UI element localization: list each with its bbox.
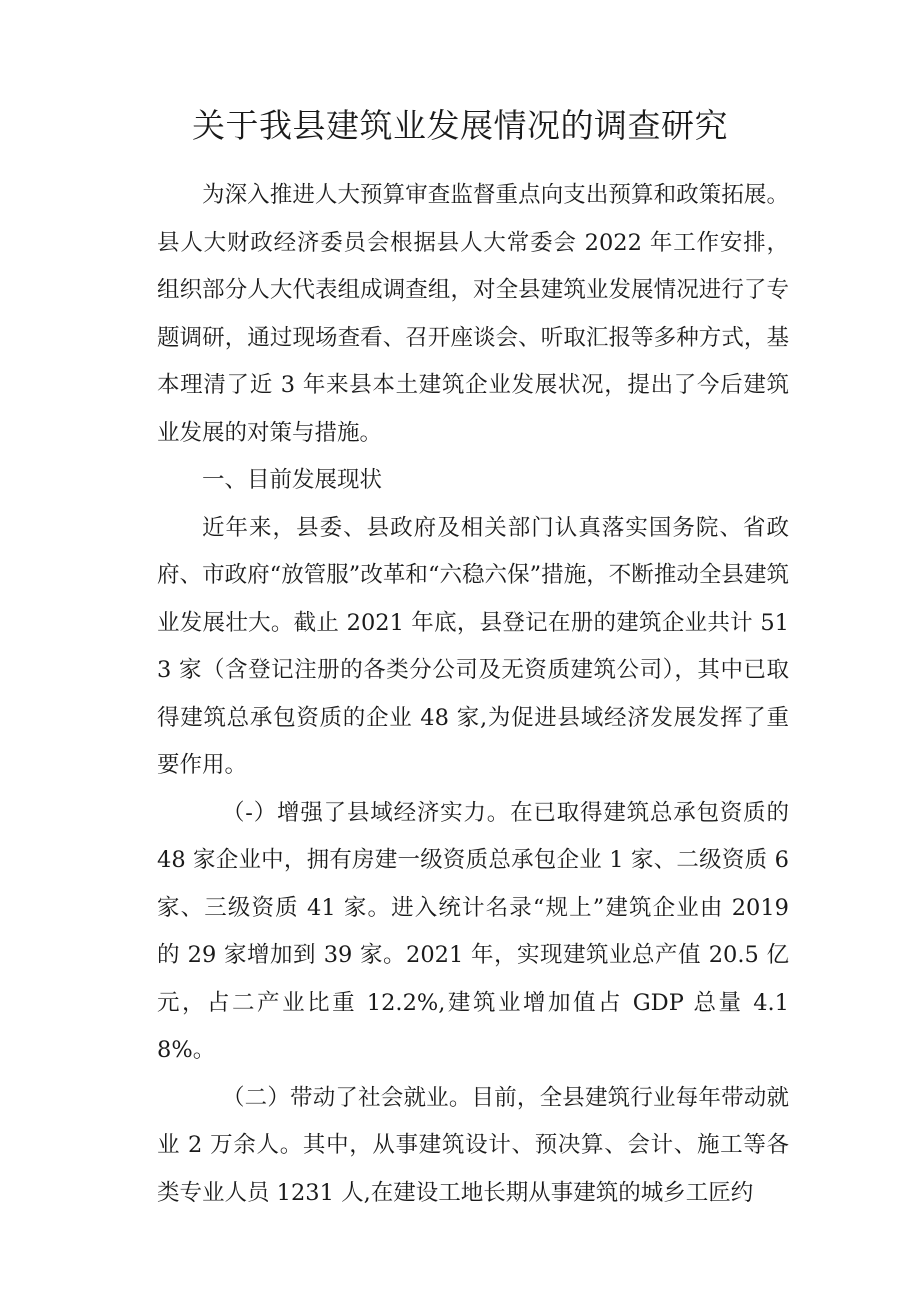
- document-title: 关于我县建筑业发展情况的调查研究: [192, 106, 728, 145]
- document-body: [157, 172, 789, 1217]
- paragraph-intro: 为深入推进人大预算审查监督重点向支出预算和政策拓展。县人大财政经济委员会根据县人大常委会 2022 年工作安排，组织部分人大代表组成调查组，对全县建筑业发展情况进行了专题调研，通过现场查看、召开座谈会、听取汇报等多种方式，基本理清了近 3 年来县本土建筑企业发展状况，提出了今后建筑业发展的对策与措施。: [157, 182, 789, 446]
- section-heading-current-status: 一、目前发展现状: [202, 467, 383, 493]
- paragraph-economic-strength: （-）增强了县域经济实力。在已取得建筑总承包资质的 48 家企业中，拥有房建一级资质总承包企业 1 家、二级资质 6 家、三级资质 41 家。进入统计名录“规上”建筑企业由 2019 的 29 家增加到 39 家。2021 年，实现建筑业总产值 20.5 亿元，占二产业比重 12.2%,建筑业增加值占 GDP 总量 4.18%。: [157, 799, 789, 1063]
- paragraph-employment: （二）带动了社会就业。目前，全县建筑行业每年带动就业 2 万余人。其中，从事建筑设计、预决算、会计、施工等各类专业人员 1231 人,在建设工地长期从事建筑的城乡工匠约: [157, 1084, 789, 1206]
- paragraph-current-status: 近年来，县委、县政府及相关部门认真落实国务院、省政府、市政府“放管服”改革和“六稳六保”措施，不断推动全县建筑业发展壮大。截止 2021 年底，县登记在册的建筑企业共计 513 家（含登记注册的各类分公司及无资质建筑公司），其中已取得建筑总承包资质的企业 48 家,为促进县域经济发展发挥了重要作用。: [157, 514, 789, 778]
